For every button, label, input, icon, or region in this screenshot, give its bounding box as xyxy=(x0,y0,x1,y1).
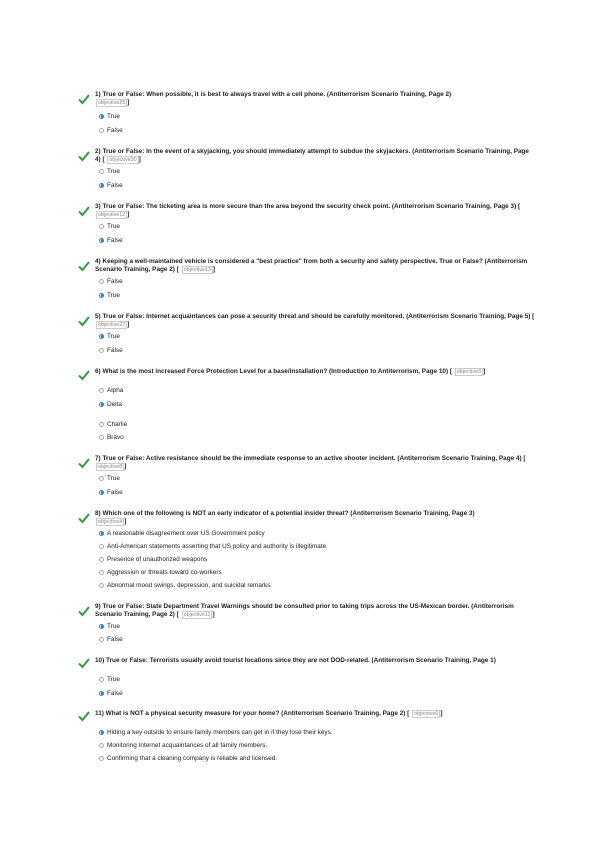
radio-icon[interactable] xyxy=(99,224,104,229)
option[interactable]: Charlie xyxy=(99,421,127,429)
question-text: 8) Which one of the following is NOT an early indicator of a potential insider threat? (Antiterrorism Scenario Training, Page 3) objective4 ] xyxy=(95,510,475,525)
radio-icon[interactable] xyxy=(99,583,104,588)
radio-icon[interactable] xyxy=(99,422,104,427)
radio-selected-icon[interactable] xyxy=(99,238,104,243)
option[interactable]: True xyxy=(99,168,120,176)
option[interactable]: Presence of unauthorized weapons xyxy=(99,556,207,564)
objective-ref: objective11 xyxy=(183,612,211,618)
correct-check-icon xyxy=(78,657,90,669)
option[interactable]: Hiding a key outside to ensure family members can get in if they lose their keys. xyxy=(99,729,333,737)
objective-ref: objective8 xyxy=(98,464,123,470)
option[interactable]: Delta xyxy=(99,401,122,409)
option[interactable]: False xyxy=(99,636,123,644)
option[interactable]: Aggression or threats toward co-workers xyxy=(99,569,222,577)
radio-selected-icon[interactable] xyxy=(99,691,104,696)
option[interactable]: True xyxy=(99,676,120,684)
objective-ref: objective3 xyxy=(456,369,482,375)
option[interactable]: True xyxy=(99,475,120,483)
radio-icon[interactable] xyxy=(99,169,104,174)
radio-icon[interactable] xyxy=(99,544,104,549)
objective-ref: objective6 xyxy=(414,711,439,717)
question-text: 6) What is the most increased Force Protection Level for a base/installation? (Introduction to Antiterrorism, Page 10) [ objective3 ] xyxy=(95,368,486,375)
objective-ref: objective25 xyxy=(98,100,126,106)
objective-ref: objective13 xyxy=(183,267,211,273)
correct-check-icon xyxy=(78,93,90,105)
correct-check-icon xyxy=(78,205,90,217)
option[interactable]: False xyxy=(99,690,123,698)
radio-selected-icon[interactable] xyxy=(99,293,104,298)
option[interactable]: False xyxy=(99,347,123,355)
question-text: 4) Keeping a well-maintained vehicle is considered a "best practice" from both a security and safety perspective. True or False? (Antiterrorism Scenario Training, Page 2) [ objective13 ] xyxy=(95,258,528,273)
correct-check-icon xyxy=(78,150,90,162)
radio-icon[interactable] xyxy=(99,756,104,761)
radio-icon[interactable] xyxy=(99,570,104,575)
correct-check-icon xyxy=(78,512,90,524)
question-text: 1) True or False: When possible, it is best to always travel with a cell phone. (Antiterrorism Scenario Training, Page 2) objective25 ] xyxy=(95,91,452,106)
radio-selected-icon[interactable] xyxy=(99,183,104,188)
radio-icon[interactable] xyxy=(99,677,104,682)
radio-icon[interactable] xyxy=(99,557,104,562)
question-text: 9) True or False: State Department Travel Warnings should be consulted prior to taking trips across the US-Mexican border. (Antiterrorism Scenario Training, Page 2) [ objective11 ] xyxy=(95,603,514,618)
option[interactable]: Confirming that a cleaning company is reliable and licensed. xyxy=(99,755,277,763)
option[interactable]: False xyxy=(99,278,123,286)
question-text: 11) What is NOT a physical security measure for your home? (Antiterrorism Scenario Training, Page 2) [ objective6 ] xyxy=(95,710,443,717)
radio-selected-icon[interactable] xyxy=(99,730,104,735)
question-text: 3) True or False: The ticketing area is more secure than the area beyond the security check point. (Antiterrorism Scenario Training, Page 3) [ objective12 ] xyxy=(95,203,521,218)
correct-check-icon xyxy=(78,457,90,469)
radio-icon[interactable] xyxy=(99,388,104,393)
option[interactable]: A reasonable disagreement over US Government policy xyxy=(99,530,265,538)
radio-icon[interactable] xyxy=(99,637,104,642)
option[interactable]: Abnormal mood swings, depression, and suicidal remarks xyxy=(99,582,270,590)
radio-icon[interactable] xyxy=(99,348,104,353)
correct-check-icon xyxy=(78,260,90,272)
option[interactable]: True xyxy=(99,623,120,631)
question-text: 2) True or False: In the event of a skyjacking, you should immediately attempt to subdue the skyjackers. (Antiterrorism Scenario Training, Page 4) [ objective30 ] xyxy=(95,148,529,163)
option[interactable]: False xyxy=(99,182,123,190)
objective-ref: objective12 xyxy=(98,212,126,218)
radio-icon[interactable] xyxy=(99,128,104,133)
question-text: 10) True or False: Terrorists usually avoid tourist locations since they are not DOD-related. (Antiterrorism Scenario Training, Page 1) xyxy=(95,657,496,664)
correct-check-icon xyxy=(78,710,90,722)
radio-selected-icon[interactable] xyxy=(99,490,104,495)
option[interactable]: True xyxy=(99,223,120,231)
option[interactable]: Alpha xyxy=(99,387,123,395)
radio-selected-icon[interactable] xyxy=(99,334,104,339)
correct-check-icon xyxy=(78,605,90,617)
correct-check-icon xyxy=(78,315,90,327)
question-text: 5) True or False: Internet acquaintances can pose a security threat and should be carefully monitored. (Antiterrorism Scenario Training, Page 5) [ objective22 ] xyxy=(95,313,535,328)
objective-ref: objective22 xyxy=(98,322,126,328)
option[interactable]: Monitoring Internet acquaintances of all family members. xyxy=(99,742,267,750)
radio-icon[interactable] xyxy=(99,743,104,748)
option[interactable]: True xyxy=(99,113,120,121)
objective-ref: objective4 xyxy=(98,519,123,525)
option[interactable]: True xyxy=(99,333,120,341)
option[interactable]: False xyxy=(99,237,123,245)
radio-icon[interactable] xyxy=(99,279,104,284)
correct-check-icon xyxy=(78,369,90,381)
radio-selected-icon[interactable] xyxy=(99,531,104,536)
objective-ref: objective30 xyxy=(109,157,137,163)
option[interactable]: Anti-American statements asserting that US policy and authority is illegitimate xyxy=(99,543,326,551)
option[interactable]: False xyxy=(99,489,123,497)
question-text: 7) True or False: Active resistance should be the immediate response to an active shooter incident. (Antiterrorism Scenario Training, Page 4) [ objective8 ] xyxy=(95,455,526,470)
option[interactable]: False xyxy=(99,127,123,135)
radio-selected-icon[interactable] xyxy=(99,114,104,119)
option[interactable]: True xyxy=(99,292,120,300)
radio-selected-icon[interactable] xyxy=(99,402,104,407)
option[interactable]: Bravo xyxy=(99,434,124,442)
radio-icon[interactable] xyxy=(99,476,104,481)
radio-icon[interactable] xyxy=(99,435,104,440)
radio-selected-icon[interactable] xyxy=(99,624,104,629)
